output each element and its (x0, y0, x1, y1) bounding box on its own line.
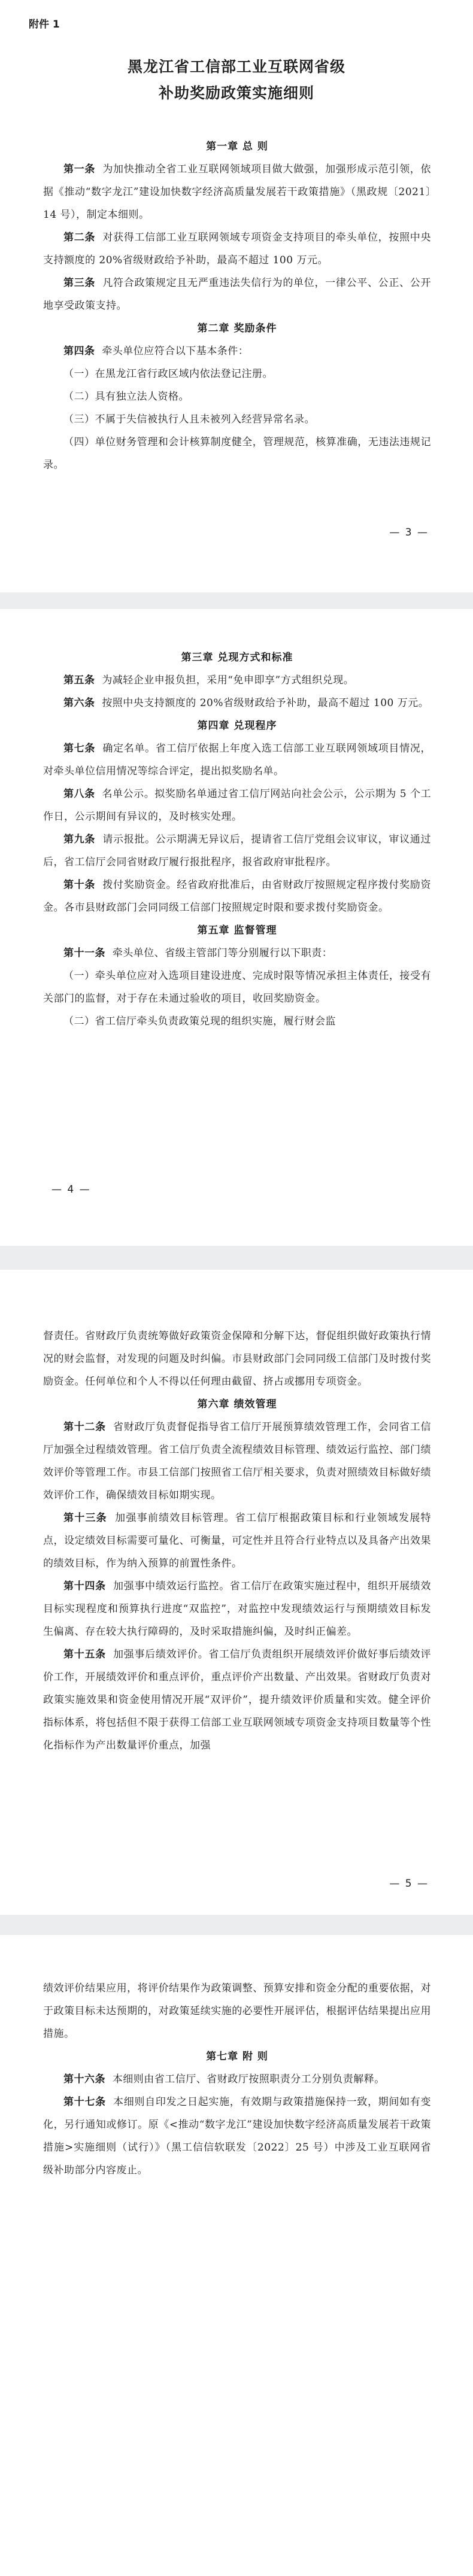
article-label: 第四条 (63, 345, 95, 357)
article-14 (43, 1575, 431, 1643)
article-text: 名单公示。拟奖励名单通过省工信厅网站向社会公示，公示期为 5 个工作日，公示期间有异议的，及时核实处理。 (43, 788, 432, 823)
article-label: 第十五条 (63, 1649, 106, 1660)
article-text: 对获得工信部工业互联网领域专项资金支持项目的牵头单位，按照中央支持额度的 20%省级财政给予补助，最高不超过 100 万元。 (43, 232, 432, 266)
article-4 (43, 340, 431, 363)
document-page-1 (0, 0, 473, 592)
article-3 (43, 272, 431, 317)
article-text: 牵头单位应符合以下基本条件： (102, 345, 249, 357)
article-label: 第十一条 (63, 947, 105, 959)
article-label: 第八条 (63, 788, 95, 800)
article-9 (43, 828, 431, 874)
page-number: — 3 — (389, 527, 429, 539)
article-text: 省财政厅负责督促指导省工信厅开展预算绩效管理工作，会同省工信厅加强全过程绩效管理。省工信厅负责全流程绩效目标管理、绩效运行监控、部门绩效评价等管理工作。市县工信部门按照省工信厅相关要求，负责对照绩效目标做好绩效评价工作，确保绩效目标如期实现。 (43, 1421, 432, 1501)
article-label: 第九条 (63, 834, 96, 846)
page-number: — 5 — (389, 1878, 429, 1890)
article-text: 加强事中绩效运行监控。省工信厅在政策实施过程中，组织开展绩效目标实现程度和预算执行进度“双监控”，对监控中发现绩效运行与预期绩效目标发生偏离、存在较大执行障碍的，及时采取措施纠偏，及时纠正偏差。 (43, 1580, 432, 1638)
article-text: 凡符合政策规定且无严重违法失信行为的单位，一律公平、公正、公开地享受政策支持。 (43, 277, 432, 312)
document-page-3 (0, 1270, 473, 1915)
continued-paragraph: 绩效评价结果应用，将评价结果作为政策调整、预算安排和资金分配的重要依据，对于政策目标未达预期的，对政策延续实施的必要性开展评估，根据评估结果提出应用措施。 (43, 1982, 431, 2040)
article-13 (43, 1507, 431, 1575)
article-1 (43, 158, 431, 226)
article-text: 为加快推动全省工业互联网领域项目做大做强，加强形成示范引领，依据《推动“数字龙江”建设加快数字经济高质量发展若干政策措施》（黑政规〔2021〕14 号），制定本细则。 (43, 163, 432, 221)
article-7 (43, 737, 431, 783)
article-label: 第十三条 (63, 1512, 107, 1524)
article-label: 第二条 (63, 232, 96, 244)
article-16 (43, 2068, 431, 2091)
condition-item: （二）具有独立法人资格。 (63, 391, 189, 403)
article-6 (43, 692, 431, 714)
article-text: 请示报批。公示期满无异议后，提请省工信厅党组会议审议，审议通过后，省工信厅会同省财政厅履行报批程序，报省政府审批程序。 (43, 834, 432, 868)
article-label: 第一条 (63, 163, 96, 175)
article-label: 第三条 (63, 277, 96, 289)
article-label: 第十七条 (63, 2096, 106, 2108)
article-8 (43, 783, 431, 828)
condition-item: （三）不属于失信被执行人且未被列入经营异常名录。 (63, 413, 315, 425)
article-text: 为减轻企业申报负担，采用“免申即享”方式组织兑现。 (102, 674, 354, 686)
article-17 (43, 2091, 431, 2182)
article-text: 加强事前绩效目标管理。省工信厅根据政策目标和行业领域发展特点，设定绩效目标需要可量化、可衡量，可定性并且符合行业特点以及具备产出效果的绩效目标，作为纳入预算的前置性条件。 (43, 1512, 432, 1570)
article-label: 第七条 (63, 743, 96, 755)
condition-item: （一）在黑龙江省行政区域内依法登记注册。 (63, 368, 273, 380)
annex-label: 附件 1 (29, 19, 60, 31)
article-10 (43, 874, 431, 919)
page-1-body (43, 135, 431, 476)
page-number: — 4 — (51, 1184, 91, 1196)
chapter-heading: 第四章 兑现程序 (197, 720, 277, 732)
page-4-body (43, 1977, 431, 2182)
chapter-heading: 第二章 奖励条件 (197, 323, 277, 334)
article-11 (43, 942, 431, 965)
article-15 (43, 1643, 431, 1757)
document-title-line-2: 补助奖励政策实施细则 (158, 84, 314, 102)
article-text: 加强事后绩效评价。省工信厅负责组织开展绩效评价做好事后绩效评价工作，开展绩效评价和重点评价，重点评价产出数量、产出效果。省财政厅负责对政策实施效果和资金使用情况开展“双评价”，提升绩效评价质量和实效。健全评价指标体系，将包括但不限于获得工信部工业互联网领域专项资金支持项目数量等个性化指标作为产出数量评价重点，加强 (43, 1649, 432, 1751)
article-text: 本细则自印发之日起实施，有效期与政策措施保持一致，期间如有变化，另行通知或修订。原《<推动“数字龙江”建设加快数字经济高质量发展若干政策措施>实施细则（试行）》（黑工信信软联发〔2022〕25 号）中涉及工业互联网省级补助部分内容废止。 (43, 2096, 432, 2176)
condition-item: （四）单位财务管理和会计核算制度健全，管理规范，核算准确，无违法违规记录。 (43, 436, 431, 471)
duty-item: （二）省工信厅牵头负责政策兑现的组织实施，履行财会监 (63, 1015, 336, 1027)
article-2 (43, 226, 431, 272)
continued-paragraph: 督责任。省财政厅负责统筹做好政策资金保障和分解下达，督促组织做好政策执行情况的财会监督，对发现的问题及时纠偏。市县财政部门会同同级工信部门及时拨付奖励资金。任何单位和个人不得以任何理由截留、挤占或挪用专项资金。 (43, 1330, 431, 1388)
article-label: 第十六条 (63, 2073, 105, 2085)
document-page-2 (0, 609, 473, 1246)
article-label: 第十条 (63, 879, 96, 891)
chapter-heading: 第七章 附 则 (206, 2051, 268, 2063)
article-text: 按照中央支持额度的 20%省级财政给予补助，最高不超过 100 万元。 (102, 697, 429, 709)
article-text: 确定名单。省工信厅依据上年度入选工信部工业互联网领域项目情况，对牵头单位信用情况等综合评定，提出拟奖励名单。 (43, 743, 432, 777)
article-label: 第十四条 (63, 1580, 106, 1592)
page-3-body (43, 1325, 431, 1757)
document-title-line-1: 黑龙江省工信部工业互联网省级 (127, 58, 345, 75)
article-label: 第十二条 (63, 1421, 106, 1433)
article-label: 第五条 (63, 674, 95, 686)
page-2-body (43, 646, 431, 1033)
article-12 (43, 1416, 431, 1507)
article-text: 牵头单位、省级主管部门等分别履行以下职责： (112, 947, 333, 959)
chapter-heading: 第一章 总 则 (206, 141, 268, 153)
chapter-heading: 第六章 绩效管理 (197, 1398, 277, 1410)
article-label: 第六条 (63, 697, 95, 709)
chapter-heading: 第三章 兑现方式和标准 (181, 652, 293, 664)
article-text: 拨付奖励资金。经省政府批准后，由省财政厅按照规定程序拨付奖励资金。各市县财政部门会同同级工信部门按照规定时限和要求拨付奖励资金。 (43, 879, 432, 914)
article-5 (43, 669, 431, 692)
document-page-4 (0, 1935, 473, 2576)
duty-item: （一）牵头单位应对入选项目建设进度、完成时限等情况承担主体责任，接受有关部门的监督，对于存在未通过验收的项目，收回奖励资金。 (43, 970, 431, 1005)
chapter-heading: 第五章 监督管理 (197, 924, 277, 936)
article-text: 本细则由省工信厅、省财政厅按照职责分工分别负责解释。 (112, 2073, 385, 2085)
